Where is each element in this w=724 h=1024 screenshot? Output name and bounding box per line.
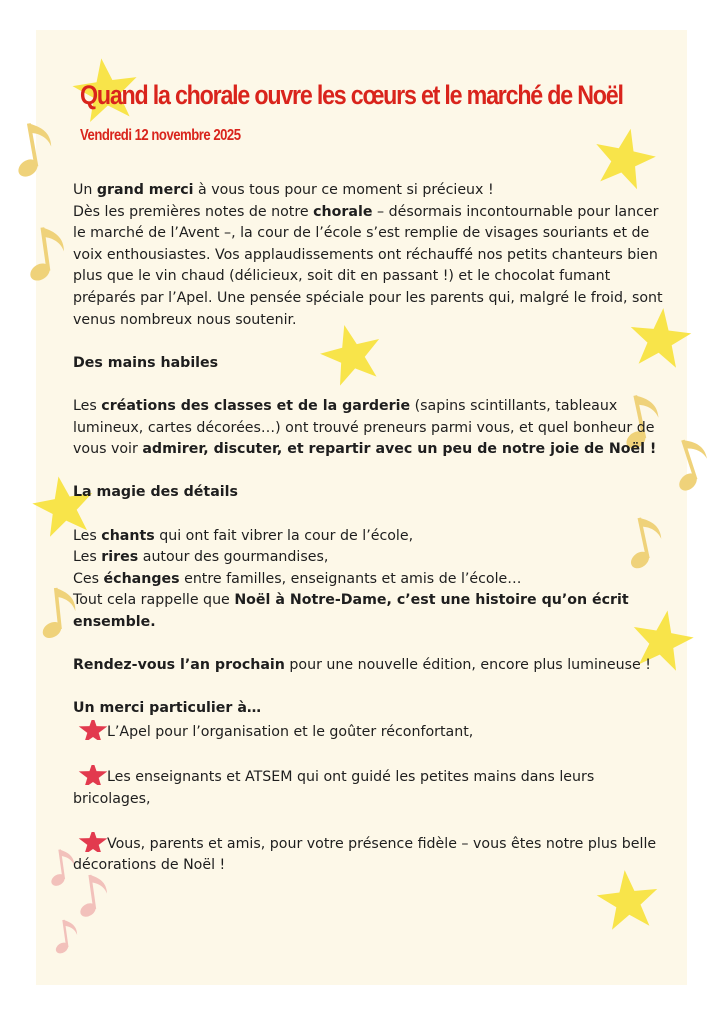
intro-paragraph-2: Dès les premières notes de notre chorale – désormais incontournable pour lancer le marché de l’Avent –, la cour de l’école s’est remplie de visages souriants et de voix enthousiastes. Vos applaudissements ont réchauffé nos petits chanteurs bien plus que le vin chaud (délicieux, soit dit en passant !) et le chocolat fumant préparés par l’Apel. Une pensée spéciale pour les parents qui, malgré le froid, sont venus nombreux nous soutenir.: [73, 203, 663, 328]
section2-line: Les rires autour des gourmandises,: [73, 549, 329, 566]
rendezvous-paragraph: Rendez-vous l’an prochain pour une nouvelle édition, encore plus lumineuse !: [73, 657, 651, 674]
section2-line: Ces échanges entre familles, enseignants et amis de l’école…: [73, 570, 522, 587]
red-star-icon: [73, 720, 107, 740]
section2-line: Tout cela rappelle que Noël à Notre-Dame, c’est une histoire qu’on écrit ensemble.: [73, 592, 629, 630]
section1-paragraph: Les créations des classes et de la garderie (sapins scintillants, tableaux lumineux, cartes décorées…) ont trouvé preneurs parmi vous, et quel bonheur de vous voir admirer, discuter, et repartir avec un peu de notre joie de Noël !: [73, 397, 657, 458]
list-item: L’Apel pour l’organisation et le goûter réconfortant,: [73, 720, 663, 744]
page-title: Quand la chorale ouvre les cœurs et le marché de Noël: [80, 80, 623, 110]
list-item: Les enseignants et ATSEM qui ont guidé les petites mains dans leurs bricolages,: [73, 765, 663, 810]
section-heading: La magie des détails: [73, 484, 238, 501]
event-date: Vendredi 12 novembre 2025: [80, 127, 241, 144]
section-heading: Des mains habiles: [73, 354, 219, 371]
section-heading: Un merci particulier à…: [73, 700, 262, 717]
section2-line: Les chants qui ont fait vibrer la cour de l’école,: [73, 527, 414, 544]
red-star-icon: [73, 832, 107, 852]
article-body: [73, 180, 663, 877]
intro-paragraph-1: Un grand merci à vous tous pour ce moment si précieux !: [73, 182, 494, 198]
list-item: Vous, parents et amis, pour votre présence fidèle – vous êtes notre plus belle décorations de Noël !: [73, 832, 663, 877]
red-star-icon: [73, 765, 107, 785]
